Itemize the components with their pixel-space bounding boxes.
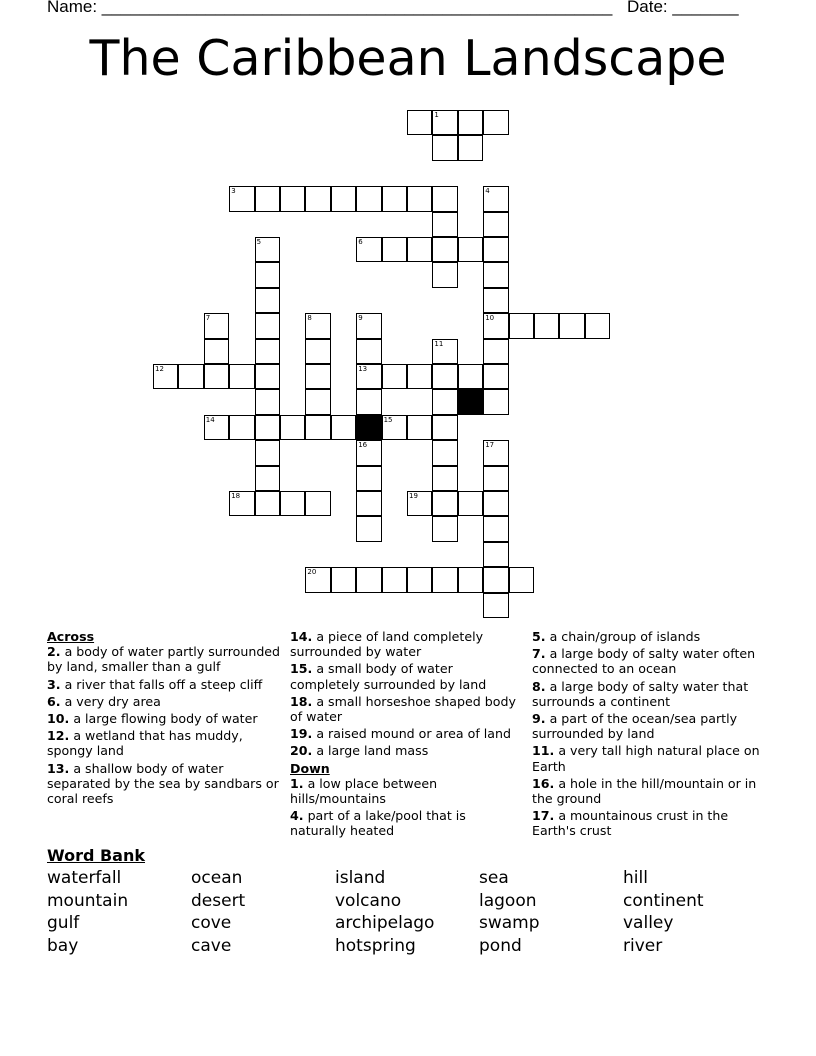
crossword-cell[interactable] <box>356 491 381 516</box>
crossword-cell[interactable] <box>204 364 229 389</box>
clue-number: 7 <box>205 314 211 323</box>
word-bank-word: pond <box>479 936 522 956</box>
clue-number-label: 4. <box>290 808 304 824</box>
clue-text: a part of the ocean/sea partly surrounded by land <box>532 711 738 742</box>
crossword-cell[interactable] <box>432 364 457 389</box>
clue <box>290 694 525 724</box>
crossword-cell[interactable] <box>483 389 508 414</box>
word-bank-word: island <box>335 868 386 888</box>
crossword-cell[interactable] <box>331 415 356 440</box>
crossword-cell[interactable] <box>483 339 508 364</box>
crossword-cell[interactable] <box>483 466 508 491</box>
crossword-cell[interactable] <box>356 339 381 364</box>
crossword-cell[interactable] <box>255 237 280 262</box>
clue-text: a body of water partly surrounded by land, smaller than a gulf <box>47 644 281 675</box>
clue-number: 3 <box>231 187 236 196</box>
clue-number: 12 <box>155 365 164 373</box>
clue-number: 1 <box>434 111 439 119</box>
clue-number-label: 20. <box>290 743 313 759</box>
clue <box>532 808 767 838</box>
crossword-cell[interactable] <box>407 567 432 592</box>
clue <box>532 679 767 709</box>
crossword-cell[interactable] <box>305 415 330 440</box>
clues-column-2 <box>290 629 525 841</box>
clue <box>532 646 767 676</box>
crossword-cell[interactable] <box>483 212 508 237</box>
crossword-cell[interactable] <box>534 313 559 338</box>
crossword-cell[interactable] <box>229 491 254 516</box>
crossword-cell[interactable] <box>432 135 457 160</box>
clue-text: a very dry area <box>60 693 161 709</box>
crossword-cell[interactable] <box>305 313 330 338</box>
clue-number: 8 <box>307 314 312 323</box>
clue-number: 19 <box>409 492 418 500</box>
page-title: The Caribbean Landscape <box>89 30 727 87</box>
crossword-cell[interactable] <box>356 364 381 389</box>
clue <box>532 743 767 773</box>
crossword-cell[interactable] <box>382 415 407 440</box>
word-bank-word: bay <box>47 936 79 956</box>
crossword-cell[interactable] <box>483 288 508 313</box>
clue-text: a small body of water completely surrounded by land <box>290 661 487 692</box>
crossword-cell[interactable] <box>356 567 381 592</box>
clue-number: 13 <box>358 365 368 373</box>
clue-number-label: 12. <box>47 728 70 744</box>
crossword-cell[interactable] <box>229 364 254 389</box>
crossword-cell[interactable] <box>483 262 508 287</box>
crossword-cell[interactable] <box>559 313 584 338</box>
clue-text: a small horseshoe shaped body of water <box>290 693 516 725</box>
word-bank-word: volcano <box>335 891 402 911</box>
crossword-cell[interactable] <box>280 186 305 211</box>
crossword-cell[interactable] <box>153 364 178 389</box>
clue <box>290 661 525 691</box>
clue <box>47 694 282 709</box>
clue-text: a large land mass <box>312 743 429 759</box>
clue-number-label: 7. <box>532 646 546 662</box>
clue-number-label: 8. <box>532 678 546 694</box>
crossword-cell[interactable] <box>407 364 432 389</box>
crossword-cell[interactable] <box>407 110 432 135</box>
crossword-cell[interactable] <box>356 186 381 211</box>
crossword-cell[interactable] <box>305 567 330 592</box>
clue <box>47 644 282 674</box>
word-bank-word: hill <box>623 868 648 888</box>
clue-number: 5 <box>256 238 262 246</box>
clue <box>532 711 767 741</box>
word-bank-word: mountain <box>47 891 129 911</box>
clue <box>290 776 525 806</box>
down-clue-list <box>290 776 525 839</box>
clue-number-label: 10. <box>47 711 70 727</box>
crossword-cell[interactable] <box>255 389 280 414</box>
crossword-cell[interactable] <box>255 491 280 516</box>
crossword-cell[interactable] <box>432 262 457 287</box>
word-bank-title: Word Bank <box>47 846 146 865</box>
clue <box>47 711 282 726</box>
clue-number-label: 18. <box>290 693 313 709</box>
crossword-cell[interactable] <box>458 491 483 516</box>
crossword-cell[interactable] <box>432 389 457 414</box>
clue-number-label: 2. <box>47 644 61 660</box>
clue-text: a wetland that has muddy, spongy land <box>47 728 243 759</box>
crossword-cell[interactable] <box>305 364 330 389</box>
crossword-cell[interactable] <box>483 440 508 465</box>
clue-number-label: 9. <box>532 711 546 727</box>
crossword-cell[interactable] <box>204 415 229 440</box>
name-field[interactable]: Name: ______________________________________________________ <box>47 0 613 16</box>
clue-number: 10 <box>485 314 495 323</box>
clue-number-label: 5. <box>532 629 546 644</box>
word-bank-word: desert <box>191 891 246 911</box>
clue-number-label: 15. <box>290 661 313 677</box>
crossword-cell[interactable] <box>356 313 381 338</box>
crossword-cell[interactable] <box>483 567 508 592</box>
clue <box>47 728 282 758</box>
date-field[interactable]: Date: _______ <box>627 0 739 16</box>
clue-number: 6 <box>358 238 363 246</box>
crossword-cell[interactable] <box>483 110 508 135</box>
crossword-cell[interactable] <box>509 567 534 592</box>
crossword-cell[interactable] <box>255 313 280 338</box>
word-bank-word: swamp <box>479 913 540 933</box>
crossword-cell[interactable] <box>585 313 610 338</box>
clue-text: a chain/group of islands <box>545 629 701 644</box>
crossword-cell[interactable] <box>407 186 432 211</box>
crossword-cell[interactable] <box>255 415 280 440</box>
across-clue-list <box>47 644 282 806</box>
crossword-cell[interactable] <box>382 237 407 262</box>
clue-number-label: 11. <box>532 743 555 759</box>
crossword-cell[interactable] <box>255 288 280 313</box>
crossword-cell[interactable] <box>331 186 356 211</box>
clue-text: a piece of land completely surrounded by water <box>290 629 484 660</box>
crossword-cell[interactable] <box>432 110 457 135</box>
crossword-cell[interactable] <box>280 491 305 516</box>
crossword-cell[interactable] <box>458 110 483 135</box>
crossword-cell[interactable] <box>305 339 330 364</box>
crossword-cell[interactable] <box>356 516 381 541</box>
crossword-cell[interactable] <box>407 415 432 440</box>
clue-number: 14 <box>205 415 215 424</box>
crossword-cell[interactable] <box>483 593 508 618</box>
clue-number-label: 17. <box>532 808 555 824</box>
black-cell <box>356 415 381 440</box>
clue <box>290 629 525 659</box>
clue-number: 15 <box>383 415 393 424</box>
down-clue-list-continued <box>532 629 767 839</box>
clue-text: a low place between hills/mountains <box>290 775 438 807</box>
word-bank-word: ocean <box>191 868 243 888</box>
crossword-cell[interactable] <box>432 339 457 364</box>
clue-number-label: 1. <box>290 775 304 791</box>
crossword-cell[interactable] <box>305 491 330 516</box>
crossword-cell[interactable] <box>305 186 330 211</box>
crossword-cell[interactable] <box>432 567 457 592</box>
crossword-cell[interactable] <box>204 313 229 338</box>
crossword-cell[interactable] <box>305 389 330 414</box>
clue-number: 4 <box>485 187 490 196</box>
across-heading: Across <box>47 629 95 644</box>
crossword-cell[interactable] <box>255 339 280 364</box>
crossword-cell[interactable] <box>483 491 508 516</box>
word-bank-word: cove <box>191 913 232 933</box>
crossword-cell[interactable] <box>331 567 356 592</box>
crossword-cell[interactable] <box>356 466 381 491</box>
clue-text: a large body of salty water that surrounds a continent <box>532 678 749 709</box>
clue <box>47 761 282 807</box>
clue-number-label: 19. <box>290 726 313 742</box>
crossword-cell[interactable] <box>458 567 483 592</box>
clue <box>532 776 767 806</box>
crossword-cell[interactable] <box>356 389 381 414</box>
crossword-cell[interactable] <box>382 364 407 389</box>
crossword-cell[interactable] <box>483 516 508 541</box>
clue <box>532 629 767 644</box>
crossword-cell[interactable] <box>178 364 203 389</box>
clues-column-3 <box>532 629 767 841</box>
clue-text: a shallow body of water separated by the sea by sandbars or coral reefs <box>47 760 279 807</box>
word-bank-word: valley <box>623 913 674 933</box>
clue-number: 20 <box>307 568 317 577</box>
crossword-cell[interactable] <box>483 364 508 389</box>
crossword-cell[interactable] <box>407 491 432 516</box>
word-bank-word: river <box>623 936 663 956</box>
crossword-cell[interactable] <box>483 313 508 338</box>
clue-text: a raised mound or area of land <box>312 726 511 742</box>
crossword-cell[interactable] <box>483 186 508 211</box>
crossword-cell[interactable] <box>255 262 280 287</box>
clue-text: a very tall high natural place on Earth <box>532 743 760 774</box>
clue-text: a large flowing body of water <box>69 711 258 727</box>
crossword-cell[interactable] <box>432 440 457 465</box>
crossword-cell[interactable] <box>280 415 305 440</box>
crossword-cell[interactable] <box>458 135 483 160</box>
crossword-cell[interactable] <box>483 237 508 262</box>
crossword-cell[interactable] <box>255 466 280 491</box>
crossword-cell[interactable] <box>229 186 254 211</box>
clue-number-label: 6. <box>47 693 61 709</box>
clue-number-label: 14. <box>290 629 313 644</box>
crossword-cell[interactable] <box>255 364 280 389</box>
crossword-cell[interactable] <box>255 186 280 211</box>
crossword-cell[interactable] <box>432 415 457 440</box>
crossword-cell[interactable] <box>432 186 457 211</box>
clue-number-label: 13. <box>47 760 70 776</box>
crossword-cell[interactable] <box>432 516 457 541</box>
crossword-cell[interactable] <box>356 440 381 465</box>
clue-number: 11 <box>434 339 444 348</box>
clue-number: 17 <box>485 441 495 450</box>
clue-number: 16 <box>358 441 368 450</box>
clue-text: a hole in the hill/mountain or in the ground <box>532 775 757 807</box>
crossword-cell[interactable] <box>432 466 457 491</box>
clue-text: a large body of salty water often connected to an ocean <box>532 646 756 677</box>
crossword-cell[interactable] <box>432 237 457 262</box>
crossword-cell[interactable] <box>356 237 381 262</box>
clue-text: a mountainous crust in the Earth's crust <box>532 808 729 839</box>
black-cell <box>458 389 483 414</box>
clue-number-label: 3. <box>47 676 61 692</box>
clue-number: 18 <box>231 492 241 500</box>
clue <box>290 743 525 758</box>
word-bank-word: archipelago <box>335 913 435 933</box>
word-bank-word: lagoon <box>479 891 537 911</box>
crossword-cell[interactable] <box>407 237 432 262</box>
crossword-cell[interactable] <box>432 491 457 516</box>
crossword-cell[interactable] <box>432 212 457 237</box>
across-clue-list-continued <box>290 629 525 759</box>
crossword-cell[interactable] <box>458 364 483 389</box>
clue-number: 9 <box>358 314 363 323</box>
word-bank-word: cave <box>191 936 232 956</box>
word-bank-word: waterfall <box>47 868 122 888</box>
word-bank-word: gulf <box>47 913 80 933</box>
down-heading: Down <box>290 760 330 776</box>
crossword-cell[interactable] <box>483 542 508 567</box>
clue <box>47 677 282 692</box>
crossword-cell[interactable] <box>382 186 407 211</box>
clue <box>290 808 525 838</box>
crossword-cell[interactable] <box>204 339 229 364</box>
clue-number-label: 16. <box>532 775 555 791</box>
clues-column-1 <box>47 629 282 808</box>
word-bank-word: continent <box>623 891 704 911</box>
crossword-cell[interactable] <box>229 415 254 440</box>
crossword-cell[interactable] <box>509 313 534 338</box>
word-bank-word: hotspring <box>335 936 416 956</box>
word-bank-word: sea <box>479 868 509 888</box>
clue <box>290 726 525 741</box>
clue-text: part of a lake/pool that is naturally heated <box>290 808 466 839</box>
crossword-cell[interactable] <box>255 440 280 465</box>
crossword-cell[interactable] <box>382 567 407 592</box>
clue-text: a river that falls off a steep cliff <box>60 676 263 692</box>
crossword-cell[interactable] <box>458 237 483 262</box>
